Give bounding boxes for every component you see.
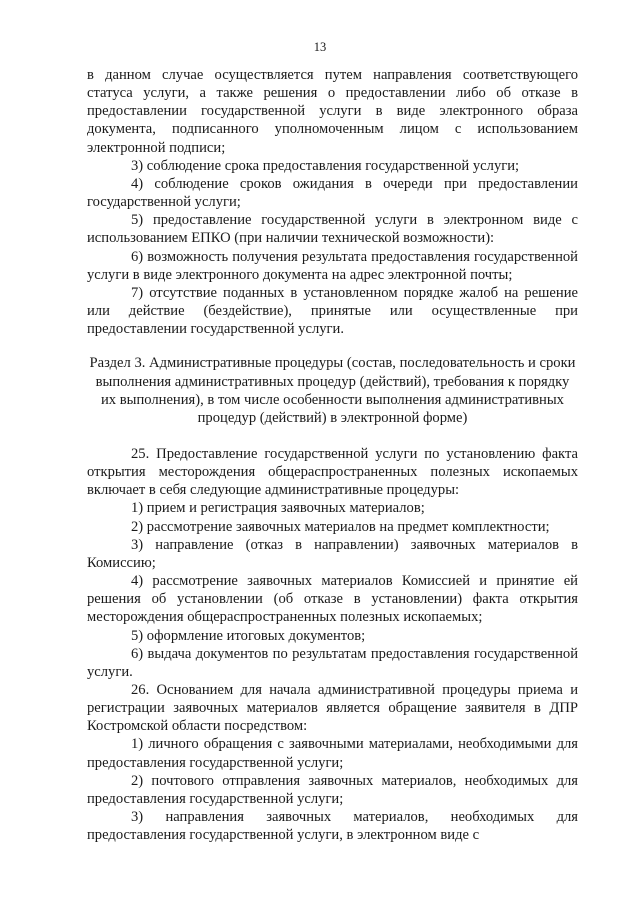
clause-25-intro: 25. Предоставление государственной услуги по установлению факта открытия месторождения общераспространенных полезных ископаемых включает в себя следующие административные процедуры: xyxy=(87,445,578,499)
list-item: 1) личного обращения с заявочными материалами, необходимыми для предоставления государственной услуги; xyxy=(87,736,578,771)
list-item: 3) направления заявочных материалов, необходимых для предоставления государственной услуги, в электронном виде с xyxy=(87,809,578,844)
list-item: 6) возможность получения результата предоставления государственной услуги в виде электронного документа на адрес электронной почты; xyxy=(87,248,578,283)
list-item: 3) соблюдение срока предоставления государственной услуги; xyxy=(131,157,520,174)
list-item: 7) отсутствие поданных в установленном порядке жалоб на решение или действие (бездействие), принятые или осуществленные при предоставлении государственной услуги. xyxy=(87,284,578,338)
list-item: 3) направление (отказ в направлении) заявочных материалов в Комиссию; xyxy=(87,536,578,571)
clause-26-intro: 26. Основанием для начала административной процедуры приема и регистрации заявочных материалов является обращение заявителя в ДПР Костромской области посредством: xyxy=(87,682,578,735)
list-item: 4) рассмотрение заявочных материалов Комиссией и принятие ей решения об установлении (об отказе в установлении) факта открытия месторождения общераспространенных полезных ископаемых; xyxy=(87,573,578,626)
list-item: 2) рассмотрение заявочных материалов на предмет комплектности; xyxy=(131,518,550,535)
list-item: 6) выдача документов по результатам предоставления государственной услуги. xyxy=(87,645,578,680)
list-item: 5) предоставление государственной услуги в электронном виде с использованием ЕПКО (при наличии технической возможности): xyxy=(87,212,578,247)
section-heading: Раздел 3. Административные процедуры (состав, последовательность и сроки выполнения административных процедур (действий), требования к порядку их выполнения), в том числе особенности выполнения административных процедур (действий) в электронной форме) xyxy=(89,355,576,426)
list-item: 5) оформление итоговых документов; xyxy=(131,627,366,644)
document-body xyxy=(87,66,578,844)
paragraph-continuation: в данном случае осуществляется путем направления соответствующего статуса услуги, а также решения о предоставлении либо об отказе в предоставлении государственной услуги в виде электронного образа документа, подписанного уполномоченным лицом с использованием электронной подписи; xyxy=(87,67,578,156)
page-number: 13 xyxy=(313,40,327,54)
list-item: 4) соблюдение сроков ожидания в очереди при предоставлении государственной услуги; xyxy=(87,175,578,211)
list-item: 1) прием и регистрация заявочных материалов; xyxy=(131,500,425,517)
list-item: 2) почтового отправления заявочных материалов, необходимых для предоставления государственной услуги; xyxy=(87,772,578,807)
